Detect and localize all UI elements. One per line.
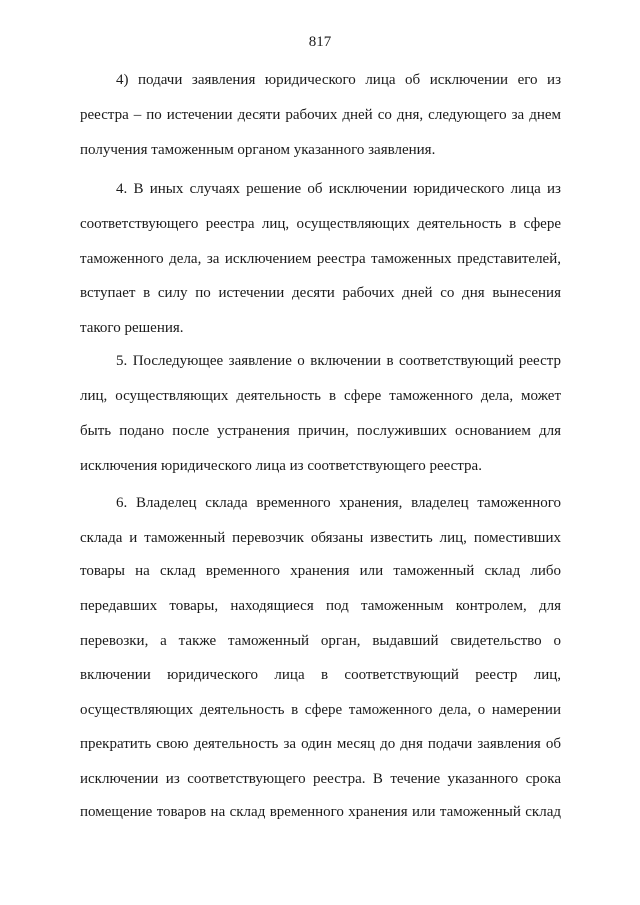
text-line: передавших товары, находящиеся под таможенным контролем, для bbox=[80, 598, 561, 614]
text-line: исключения юридического лица из соответствующего реестра. bbox=[80, 458, 482, 474]
paragraph-first-line: 6. Владелец склада временного хранения, владелец таможенного bbox=[116, 495, 561, 511]
page-number: 817 bbox=[308, 34, 332, 50]
text-line: исключении из соответствующего реестра. В течение указанного срока bbox=[80, 771, 561, 787]
paragraph-first-line: 5. Последующее заявление о включении в соответствующий реестр bbox=[116, 353, 561, 369]
text-line: такого решения. bbox=[80, 320, 184, 336]
text-line: осуществляющих деятельность в сфере таможенного дела, о намерении bbox=[80, 702, 561, 718]
paragraph-first-line: 4. В иных случаях решение об исключении юридического лица из bbox=[116, 181, 561, 197]
text-line: реестра – по истечении десяти рабочих дней со дня, следующего за днем bbox=[80, 107, 561, 123]
text-line: включении юридического лица в соответствующий реестр лиц, bbox=[80, 667, 561, 683]
text-line: помещение товаров на склад временного хранения или таможенный склад bbox=[80, 804, 561, 820]
text-line: вступает в силу по истечении десяти рабочих дней со дня вынесения bbox=[80, 285, 561, 301]
text-line: быть подано после устранения причин, послуживших основанием для bbox=[80, 423, 561, 439]
text-line: склада и таможенный перевозчик обязаны известить лиц, поместивших bbox=[80, 530, 561, 546]
text-line: получения таможенным органом указанного заявления. bbox=[80, 142, 436, 158]
text-line: соответствующего реестра лиц, осуществляющих деятельность в сфере bbox=[80, 216, 561, 232]
paragraph-first-line: 4) подачи заявления юридического лица об исключении его из bbox=[116, 72, 561, 88]
text-line: таможенного дела, за исключением реестра таможенных представителей, bbox=[80, 251, 561, 267]
text-line: лиц, осуществляющих деятельность в сфере таможенного дела, может bbox=[80, 388, 561, 404]
text-line: перевозки, а также таможенный орган, выдавший свидетельство о bbox=[80, 633, 561, 649]
text-line: прекратить свою деятельность за один месяц до дня подачи заявления об bbox=[80, 736, 561, 752]
text-line: товары на склад временного хранения или таможенный склад либо bbox=[80, 563, 561, 579]
